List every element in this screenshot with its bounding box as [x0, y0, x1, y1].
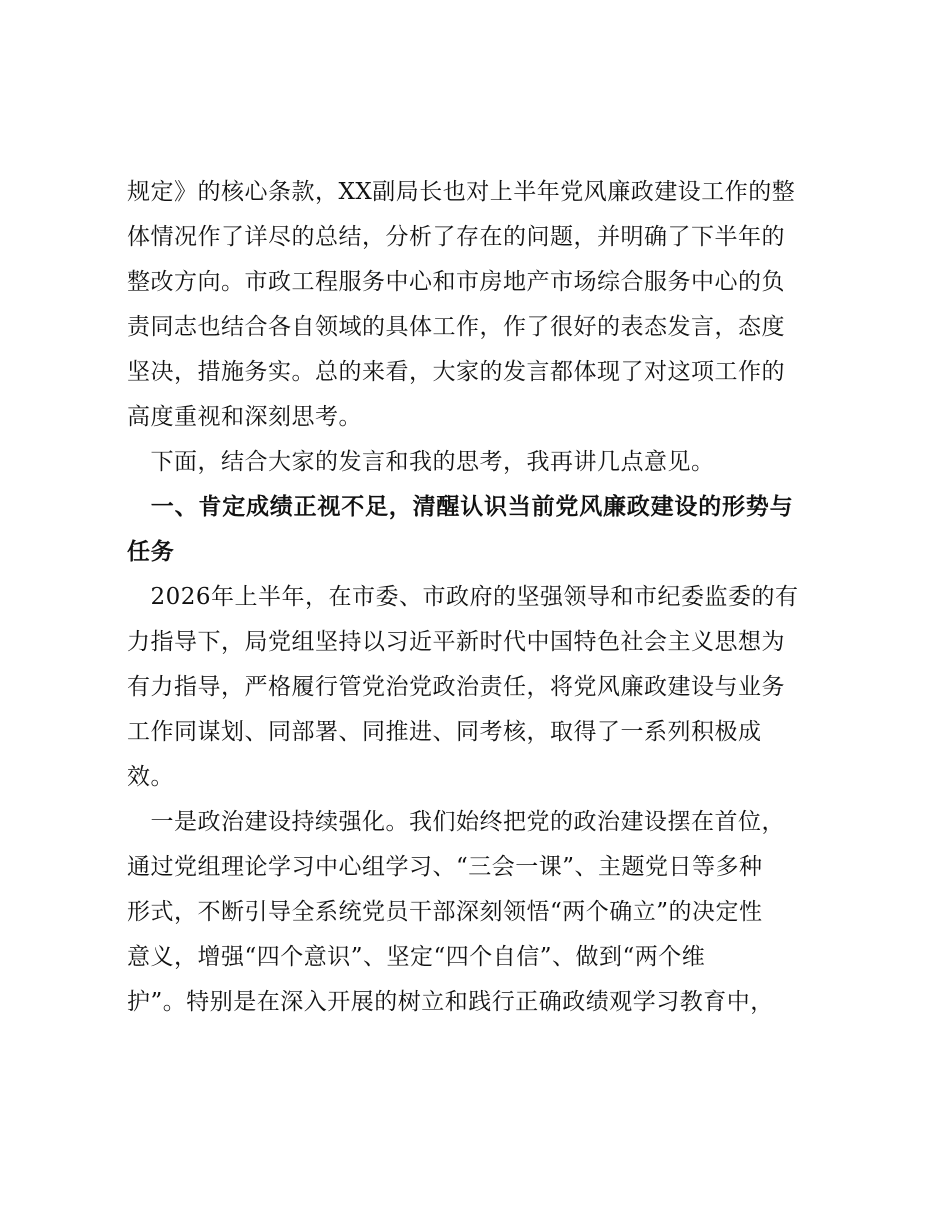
text-line: 体情况作了详尽的总结，分析了存在的问题，并明确了下半年的 — [127, 224, 785, 250]
text-line: 通过党组理论学习中心组学习、“三会一课”、主题党日等多种 — [127, 854, 763, 880]
document-body — [127, 170, 827, 1025]
text-line: 高度重视和深刻思考。 — [127, 404, 362, 430]
text-line: 有力指导，严格履行管党治党政治责任，将党风廉政建设与业务 — [127, 674, 785, 700]
text-line: 责同志也结合各自领域的具体工作，作了很好的表态发言，态度 — [127, 314, 785, 340]
text-line: 力指导下，局党组坚持以习近平新时代中国特色社会主义思想为 — [127, 629, 785, 655]
text-line: 效。 — [127, 764, 174, 790]
section-heading-line: 任务 — [127, 539, 175, 565]
section-heading-line: 一、肯定成绩正视不足，清醒认识当前党风廉政建设的形势与 — [127, 494, 794, 520]
text-line: 下面，结合大家的发言和我的思考，我再讲几点意见。 — [127, 449, 715, 475]
text-line: 一是政治建设持续强化。我们始终把党的政治建设摆在首位， — [127, 809, 785, 835]
text-line: 规定》的核心条款，XX副局长也对上半年党风廉政建设工作的整 — [127, 179, 796, 205]
text-line: 整改方向。市政工程服务中心和市房地产市场综合服务中心的负 — [127, 269, 785, 295]
text-line: 坚决，措施务实。总的来看，大家的发言都体现了对这项工作的 — [127, 359, 785, 385]
text-line: 工作同谋划、同部署、同推进、同考核，取得了一系列积极成 — [127, 719, 762, 745]
text-line: 意义，增强“四个意识”、坚定“四个自信”、做到“两个维 — [127, 944, 706, 970]
text-line: 护”。特别是在深入开展的树立和践行正确政绩观学习教育中， — [127, 989, 774, 1015]
text-line: 2026年上半年，在市委、市政府的坚强领导和市纪委监委的有 — [127, 584, 799, 610]
text-line: 形式，不断引导全系统党员干部深刻领悟“两个确立”的决定性 — [127, 899, 763, 925]
